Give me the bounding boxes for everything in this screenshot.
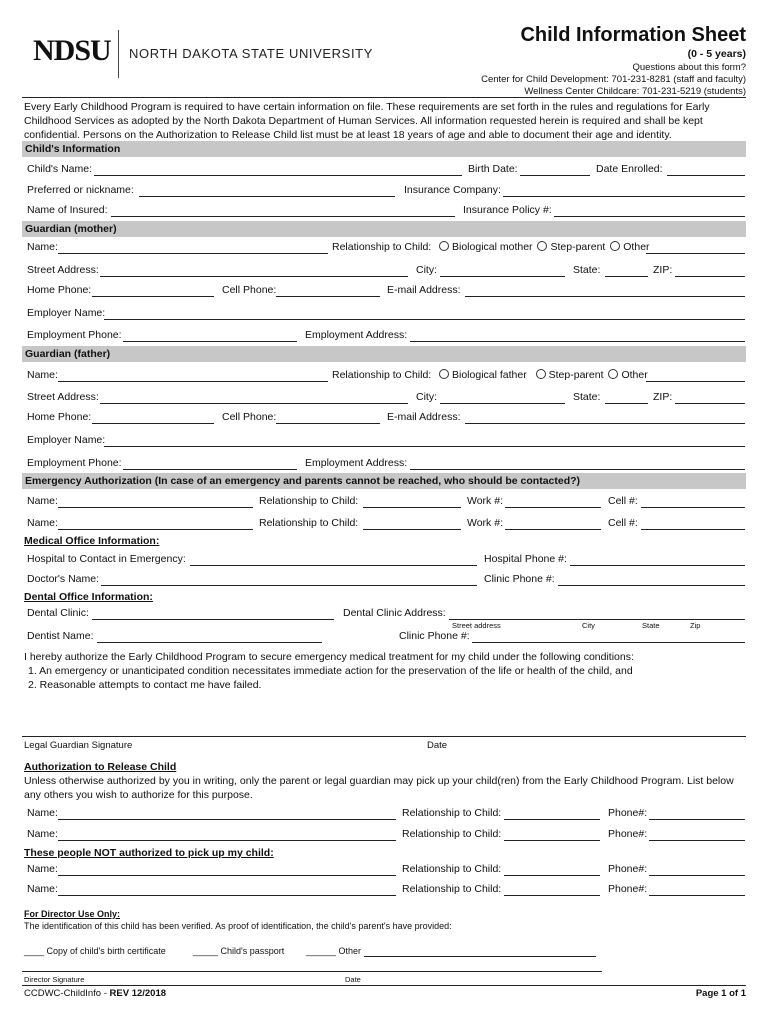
option-other-label: Other: [623, 241, 650, 253]
medical-header: Medical Office Information:: [24, 535, 160, 547]
father-emp-phone-field[interactable]: [123, 469, 297, 470]
page-title: Child Information Sheet: [520, 24, 746, 46]
father-employer-field[interactable]: [104, 446, 745, 447]
sub-street: Street address: [452, 621, 501, 630]
notauth1-name-field[interactable]: [58, 875, 396, 876]
mother-home-phone-label: Home Phone:: [27, 284, 92, 296]
father-relationship-other-field[interactable]: [646, 381, 745, 382]
header-rule: [22, 97, 746, 98]
dental-clinic-phone-label: Clinic Phone #:: [399, 630, 470, 642]
father-emp-address-field[interactable]: [410, 469, 745, 470]
director-text: The identification of this child has been verified. As proof of identification, the child's parent's have provided:: [24, 921, 452, 931]
option-biological-father-label: Biological father: [452, 369, 527, 381]
notauth2-relationship-label: Relationship to Child:: [402, 883, 502, 895]
child-name-field[interactable]: [94, 175, 462, 176]
emergency2-name-label: Name:: [27, 517, 58, 529]
emergency2-work-field[interactable]: [505, 529, 601, 530]
mother-state-label: State:: [573, 264, 601, 276]
dental-clinic-address-field[interactable]: [449, 619, 745, 620]
questions-text: Questions about this form?: [632, 62, 746, 73]
father-employer-label: Employer Name:: [27, 434, 106, 446]
notauth2-name-label: Name:: [27, 883, 58, 895]
father-zip-field[interactable]: [675, 403, 745, 404]
father-home-phone-field[interactable]: [92, 423, 214, 424]
mother-state-field[interactable]: [605, 276, 648, 277]
release1-name-field[interactable]: [58, 819, 396, 820]
director-date-label: Date: [345, 975, 361, 984]
revision: REV 12/2018: [109, 988, 167, 999]
wcc-contact: Wellness Center Childcare: 701-231-5219 (students): [524, 86, 746, 97]
emergency1-work-label: Work #:: [467, 495, 503, 507]
ccd-contact: Center for Child Development: 701-231-8281 (staff and faculty): [481, 74, 746, 85]
child-section-header: Child's Information: [22, 141, 746, 157]
radio-biological-mother[interactable]: [439, 241, 449, 251]
director-other-field[interactable]: [364, 956, 596, 957]
notauth1-name-label: Name:: [27, 863, 58, 875]
father-cell-phone-label: Cell Phone:: [222, 411, 277, 423]
sub-state: State: [642, 621, 660, 630]
name-insured-label: Name of Insured:: [27, 204, 108, 216]
emergency1-cell-field[interactable]: [641, 507, 745, 508]
mother-relationship-other-field[interactable]: [646, 253, 745, 254]
release2-name-label: Name:: [27, 828, 58, 840]
emergency2-name-field[interactable]: [58, 529, 253, 530]
director-opt-passport[interactable]: _____ Child's passport: [193, 946, 285, 956]
mother-city-field[interactable]: [440, 276, 565, 277]
nickname-field[interactable]: [139, 196, 395, 197]
insurance-policy-label: Insurance Policy #:: [463, 204, 552, 216]
authorize-cond1: 1. An emergency or unanticipated condition necessitates immediate action for the preservation of the life or health of the child, and: [28, 665, 633, 677]
hospital-phone-field[interactable]: [570, 565, 745, 566]
mother-section-header: Guardian (mother): [22, 221, 746, 237]
father-emp-address-label: Employment Address:: [305, 457, 408, 469]
father-relationship-options: [439, 369, 648, 381]
insurance-company-field[interactable]: [503, 196, 745, 197]
dentist-field[interactable]: [97, 642, 322, 643]
dental-clinic-label: Dental Clinic:: [27, 607, 89, 619]
emergency2-cell-label: Cell #:: [608, 517, 638, 529]
mother-city-label: City:: [416, 264, 437, 276]
hospital-field[interactable]: [190, 565, 477, 566]
father-cell-phone-field[interactable]: [276, 423, 380, 424]
release1-relationship-field[interactable]: [504, 819, 600, 820]
release-text: Unless otherwise authorized by you in writing, only the parent or legal guardian may pick up your child(ren) from the Early Childhood Program. List below any others you wish to authorize for this purpose.: [24, 775, 734, 801]
mother-emp-address-field[interactable]: [410, 341, 745, 342]
father-state-field[interactable]: [605, 403, 648, 404]
option-step-parent-label: Step-parent: [548, 369, 604, 381]
emergency1-cell-label: Cell #:: [608, 495, 638, 507]
mother-home-phone-field[interactable]: [92, 296, 214, 297]
emergency1-relationship-field[interactable]: [363, 507, 461, 508]
dental-header: Dental Office Information:: [24, 591, 153, 603]
release2-phone-label: Phone#:: [608, 828, 648, 840]
authorize-cond2: 2. Reasonable attempts to contact me have failed.: [28, 679, 262, 691]
emergency2-cell-field[interactable]: [641, 529, 745, 530]
director-opt-birth-certificate[interactable]: ____ Copy of child's birth certificate: [24, 946, 166, 956]
release2-phone-field[interactable]: [649, 840, 745, 841]
child-name-label: Child's Name:: [27, 163, 93, 175]
release2-name-field[interactable]: [58, 840, 396, 841]
father-city-field[interactable]: [440, 403, 565, 404]
father-email-field[interactable]: [465, 423, 745, 424]
dental-clinic-phone-field[interactable]: [472, 642, 745, 643]
mother-zip-label: ZIP:: [653, 264, 673, 276]
dental-clinic-address-label: Dental Clinic Address:: [343, 607, 446, 619]
father-street-field[interactable]: [100, 403, 408, 404]
age-range: (0 - 5 years): [687, 48, 746, 60]
emergency1-relationship-label: Relationship to Child:: [259, 495, 359, 507]
father-state-label: State:: [573, 391, 601, 403]
mother-name-label: Name:: [27, 241, 58, 253]
father-name-field[interactable]: [58, 381, 328, 382]
father-relationship-label: Relationship to Child:: [332, 369, 432, 381]
radio-biological-father[interactable]: [439, 369, 449, 379]
mother-relationship-options: [439, 241, 650, 253]
father-name-label: Name:: [27, 369, 58, 381]
clinic-phone-field[interactable]: [558, 585, 745, 586]
emergency2-relationship-field[interactable]: [363, 529, 461, 530]
father-street-label: Street Address:: [27, 391, 99, 403]
director-signature-line[interactable]: [22, 971, 602, 972]
insurance-company-label: Insurance Company:: [404, 184, 501, 196]
form-code: CCDWC-ChildInfo -: [24, 988, 110, 999]
release1-phone-label: Phone#:: [608, 807, 648, 819]
sub-zip: Zip: [690, 621, 701, 630]
emergency1-work-field[interactable]: [505, 507, 601, 508]
hospital-phone-label: Hospital Phone #:: [484, 553, 567, 565]
radio-step-parent[interactable]: [537, 241, 547, 251]
mother-email-field[interactable]: [465, 296, 745, 297]
emergency2-work-label: Work #:: [467, 517, 503, 529]
release1-phone-field[interactable]: [649, 819, 745, 820]
date-enrolled-field[interactable]: [667, 175, 745, 176]
footer-code: [24, 988, 166, 999]
intro-paragraph: Every Early Childhood Program is required to have certain information on file. These requirements are set forth in the rules and regulations for Early Childhood Services as adopted by the North Dakota Department of Human Services. All information requested herein is required and shall be kept confidential. Persons on the Authorization to Release Child list must be at least 18 years of age and able to document their age and identity.: [24, 101, 710, 141]
mother-relationship-label: Relationship to Child:: [332, 241, 432, 253]
doctor-label: Doctor's Name:: [27, 573, 100, 585]
mother-emp-phone-field[interactable]: [123, 341, 297, 342]
name-insured-field[interactable]: [111, 216, 455, 217]
not-authorized-header: These people NOT authorized to pick up my child:: [24, 847, 274, 859]
father-home-phone-label: Home Phone:: [27, 411, 92, 423]
mother-street-label: Street Address:: [27, 264, 99, 276]
nickname-label: Preferred or nickname:: [27, 184, 134, 196]
logo-divider: [118, 30, 119, 78]
guardian-signature-line[interactable]: [22, 736, 746, 737]
doctor-field[interactable]: [101, 585, 477, 586]
mother-zip-field[interactable]: [675, 276, 745, 277]
notauth2-relationship-field[interactable]: [504, 895, 600, 896]
hospital-label: Hospital to Contact in Emergency:: [27, 553, 186, 565]
mother-employer-label: Employer Name:: [27, 307, 106, 319]
father-emp-phone-label: Employment Phone:: [27, 457, 122, 469]
emergency1-name-label: Name:: [27, 495, 58, 507]
insurance-policy-field[interactable]: [554, 216, 745, 217]
release2-relationship-field[interactable]: [504, 840, 600, 841]
mother-email-label: E-mail Address:: [387, 284, 461, 296]
notauth1-phone-label: Phone#:: [608, 863, 648, 875]
birth-date-field[interactable]: [520, 175, 590, 176]
release1-name-label: Name:: [27, 807, 58, 819]
notauth2-phone-field[interactable]: [649, 895, 745, 896]
father-zip-label: ZIP:: [653, 391, 673, 403]
sub-city: City: [582, 621, 595, 630]
radio-other[interactable]: [608, 369, 618, 379]
emergency2-relationship-label: Relationship to Child:: [259, 517, 359, 529]
radio-step-parent[interactable]: [536, 369, 546, 379]
university-name: NORTH DAKOTA STATE UNIVERSITY: [129, 46, 373, 61]
guardian-signature-label: Legal Guardian Signature: [24, 740, 133, 751]
mother-cell-phone-label: Cell Phone:: [222, 284, 277, 296]
director-signature-label: Director Signature: [24, 975, 85, 984]
clinic-phone-label: Clinic Phone #:: [484, 573, 555, 585]
ndsu-logo: NDSU: [33, 34, 111, 67]
guardian-date-label: Date: [427, 740, 448, 751]
director-header: For Director Use Only:: [24, 909, 121, 919]
page-number: Page 1 of 1: [695, 988, 746, 999]
birth-date-label: Birth Date:: [468, 163, 518, 175]
notauth1-relationship-field[interactable]: [504, 875, 600, 876]
dentist-label: Dentist Name:: [27, 630, 94, 642]
mother-street-field[interactable]: [100, 276, 408, 277]
date-enrolled-label: Date Enrolled:: [596, 163, 663, 175]
father-email-label: E-mail Address:: [387, 411, 461, 423]
father-section-header: Guardian (father): [22, 346, 746, 362]
authorize-text: I hereby authorize the Early Childhood Program to secure emergency medical treatment for my child under the following conditions:: [24, 651, 634, 663]
notauth1-phone-field[interactable]: [649, 875, 745, 876]
radio-other[interactable]: [610, 241, 620, 251]
father-city-label: City:: [416, 391, 437, 403]
director-opt-other[interactable]: ______ Other: [306, 946, 362, 956]
mother-emp-phone-label: Employment Phone:: [27, 329, 122, 341]
footer-rule: [22, 985, 746, 986]
mother-cell-phone-field[interactable]: [276, 296, 380, 297]
mother-employer-field[interactable]: [104, 319, 745, 320]
release-header: Authorization to Release Child: [24, 761, 177, 773]
release1-relationship-label: Relationship to Child:: [402, 807, 502, 819]
emergency1-name-field[interactable]: [58, 507, 253, 508]
notauth1-relationship-label: Relationship to Child:: [402, 863, 502, 875]
notauth2-phone-label: Phone#:: [608, 883, 648, 895]
release2-relationship-label: Relationship to Child:: [402, 828, 502, 840]
notauth2-name-field[interactable]: [58, 895, 396, 896]
dental-clinic-field[interactable]: [92, 619, 334, 620]
mother-name-field[interactable]: [58, 253, 328, 254]
option-step-parent-label: Step-parent: [550, 241, 606, 253]
option-other-label: Other: [621, 369, 648, 381]
option-biological-mother-label: Biological mother: [452, 241, 533, 253]
mother-emp-address-label: Employment Address:: [305, 329, 408, 341]
emergency-section-header: Emergency Authorization (In case of an emergency and parents cannot be reached, who should be contacted?): [22, 473, 746, 489]
